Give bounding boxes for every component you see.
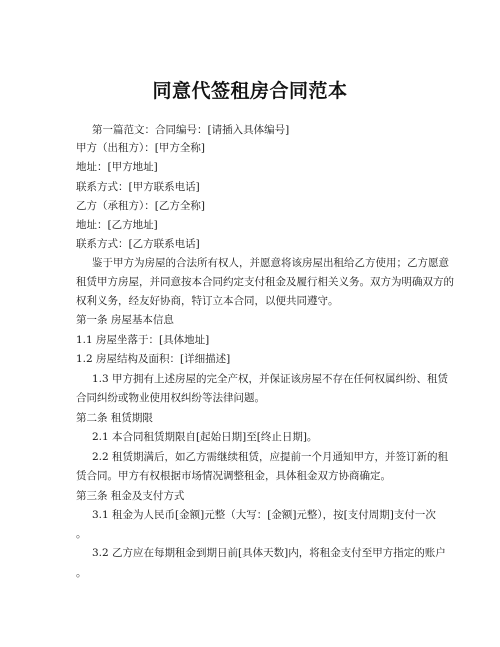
clause-1-3-line-2: 合同纠纷或物业使用权纠纷等法律问题。 bbox=[76, 392, 265, 404]
party-a-address-line: 地址：[甲方地址] bbox=[76, 161, 158, 173]
preamble-line-1: 鉴于甲方为房屋的合法所有权人，并愿意将该房屋出租给乙方使用；乙方愿意 bbox=[92, 257, 449, 269]
clause-3-2-line-1: 3.2 乙方应在每期租金到期日前[具体天数]内，将租金支付至甲方指定的账户 bbox=[92, 547, 446, 559]
party-a-name-line: 甲方（出租方）：[甲方全称] bbox=[76, 142, 205, 154]
preamble-line-2: 租赁甲方房屋，并同意按本合同约定支付租金及履行相关义务。双方为明确双方的 bbox=[76, 276, 454, 288]
clause-2-1: 2.1 本合同租赁期限自[起始日期]至[终止日期]。 bbox=[92, 431, 318, 443]
article-2-heading: 第二条 租赁期限 bbox=[76, 412, 153, 424]
article-3-heading: 第三条 租金及支付方式 bbox=[76, 490, 185, 502]
clause-1-1: 1.1 房屋坐落于：[具体地址] bbox=[76, 334, 210, 346]
party-b-contact-line: 联系方式：[乙方联系电话] bbox=[76, 238, 200, 250]
clause-2-2-line-1: 2.2 租赁期满后，如乙方需继续租赁，应提前一个月通知甲方，并签订新的租 bbox=[92, 451, 449, 463]
contract-number-line: 第一篇范文：合同编号：[请插入具体编号] bbox=[92, 124, 290, 136]
clause-3-1-line-1: 3.1 租金为人民币[金额]元整（大写：[金额]元整），按[支付周期]支付一次 bbox=[92, 509, 436, 521]
preamble-line-3: 权利义务，经友好协商，特订立本合同，以便共同遵守。 bbox=[76, 295, 339, 307]
clause-2-2-line-2: 赁合同。甲方有权根据市场情况调整租金，具体租金双方协商确定。 bbox=[76, 470, 391, 482]
party-b-name-line: 乙方（承租方）：[乙方全称] bbox=[76, 200, 205, 212]
clause-1-2: 1.2 房屋结构及面积：[详细描述] bbox=[76, 353, 231, 365]
party-b-address-line: 地址：[乙方地址] bbox=[76, 219, 158, 231]
document-title: 同意代签租房合同范本 bbox=[152, 80, 348, 102]
clause-3-1-line-2: 。 bbox=[76, 528, 87, 540]
article-1-heading: 第一条 房屋基本信息 bbox=[76, 314, 174, 326]
clause-1-3-line-1: 1.3 甲方拥有上述房屋的完全产权，并保证该房屋不存在任何权属纠纷、租赁 bbox=[92, 373, 449, 385]
party-a-contact-line: 联系方式：[甲方联系电话] bbox=[76, 181, 200, 193]
clause-3-2-line-2: 。 bbox=[76, 567, 87, 579]
